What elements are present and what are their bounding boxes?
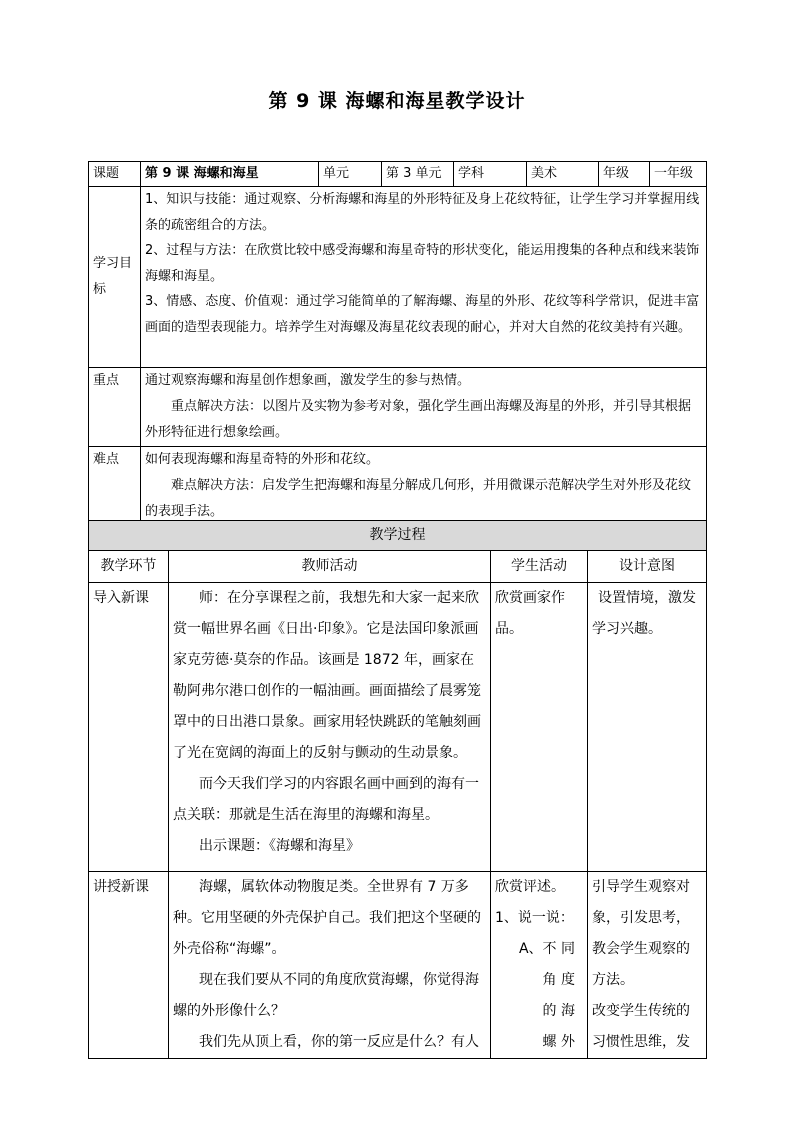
difficulty-content bbox=[141, 447, 707, 526]
student-activity-intro: 欣赏画家作品。 bbox=[491, 583, 588, 872]
page-title: 第 9 课 海螺和海星教学设计 bbox=[268, 90, 526, 112]
info-row bbox=[89, 162, 707, 187]
process-band bbox=[89, 521, 707, 551]
student-line: 的 海 bbox=[542, 1003, 575, 1019]
unit-value: 第 3 单元 bbox=[382, 162, 454, 187]
unit-label: 单元 bbox=[319, 162, 382, 187]
stage-new-lesson: 讲授新课 bbox=[89, 872, 169, 1059]
student-line: A、不 同 bbox=[518, 941, 575, 957]
teacher-paragraph: 海螺，属软体动物腹足类。全世界有 7 万多种。它用坚硬的外壳保护自己。我们把这个坚硬的外壳俗称“海螺”。 bbox=[173, 879, 481, 957]
goal-knowledge: 1、知识与技能：通过观察、分析海螺和海星的外形特征及身上花纹特征，让学生学习并掌握用线条的疏密组合的方法。 bbox=[145, 192, 700, 233]
table-row bbox=[89, 583, 707, 872]
teacher-paragraph: 出示课题：《海螺和海星》 bbox=[199, 838, 360, 854]
subject-label: 学科 bbox=[454, 162, 527, 187]
design-intent-intro: 设置情境，激发学习兴趣。 bbox=[588, 583, 707, 872]
subject-value: 美术 bbox=[527, 162, 599, 187]
grade-value: 一年级 bbox=[650, 162, 707, 187]
teaching-process-table bbox=[88, 520, 707, 1059]
difficulty-label: 难点 bbox=[89, 447, 141, 526]
teacher-paragraph: 师：在分享课程之前，我想先和大家一起来欣赏一幅世界名画《日出·印象》。它是法国印象派画家克劳德·莫奈的作品。该画是 1872 年，画家在勒阿弗尔港口创作的一幅油画。画面描绘了晨雾笼罩中的日出港口景象。画家用轻快跳跃的笔触刻画了光在宽阔的海面上的反射与颤动的生动景象。 bbox=[173, 590, 481, 761]
stage-intro: 导入新课 bbox=[89, 583, 169, 872]
lesson-info-table bbox=[88, 161, 707, 526]
topic-label: 课题 bbox=[89, 162, 141, 187]
header-teacher: 教师活动 bbox=[169, 551, 491, 583]
difficulty-row bbox=[89, 447, 707, 526]
process-band-title: 教学过程 bbox=[89, 521, 707, 551]
goals-label: 学习目标 bbox=[89, 187, 141, 368]
goal-attitude: 3、情感、态度、价值观：通过学习能简单的了解海螺、海星的外形、花纹等科学常识，促进丰富画面的造型表现能力。培养学生对海螺及海星花纹表现的耐心，并对大自然的花纹美持有兴趣。 bbox=[145, 294, 700, 335]
key-point-content bbox=[141, 368, 707, 447]
difficulty-method: 难点解决方法：启发学生把海螺和海星分解成几何形，并用微课示范解决学生对外形及花纹的表现手法。 bbox=[145, 478, 692, 519]
goals-row bbox=[89, 187, 707, 368]
grade-label: 年级 bbox=[599, 162, 650, 187]
teacher-paragraph: 现在我们要从不同的角度欣赏海螺，你觉得海螺的外形像什么？ bbox=[173, 972, 479, 1019]
design-intent-new bbox=[588, 872, 707, 1059]
process-header-row bbox=[89, 551, 707, 583]
teacher-paragraph: 我们先从顶上看，你的第一反应是什么？有人 bbox=[199, 1034, 479, 1050]
goals-content bbox=[141, 187, 707, 368]
topic-value: 第 9 课 海螺和海星 bbox=[141, 162, 319, 187]
header-intent: 设计意图 bbox=[588, 551, 707, 583]
goal-process: 2、过程与方法：在欣赏比较中感受海螺和海星奇特的形状变化，能运用搜集的各种点和线来装饰海螺和海星。 bbox=[145, 243, 700, 284]
header-student: 学生活动 bbox=[491, 551, 588, 583]
intent-line: 改变学生传统的习惯性思维，发 bbox=[592, 1003, 690, 1050]
student-line: 1、说一说： bbox=[495, 910, 574, 926]
key-point-label: 重点 bbox=[89, 368, 141, 447]
key-point-method: 重点解决方法：以图片及实物为参考对象，强化学生画出海螺及海星的外形，并引导其根据外形特征进行想象绘画。 bbox=[145, 399, 692, 440]
header-stage: 教学环节 bbox=[89, 551, 169, 583]
teacher-activity-intro bbox=[169, 583, 491, 872]
student-line: 螺 外 bbox=[542, 1034, 575, 1050]
student-activity-new bbox=[491, 872, 588, 1059]
difficulty-text: 如何表现海螺和海星奇特的外形和花纹。 bbox=[145, 452, 380, 467]
student-line: 角 度 bbox=[542, 972, 575, 988]
intent-line: 引导学生观察对象，引发思考，教会学生观察的方法。 bbox=[592, 879, 690, 988]
student-line: 欣赏评述。 bbox=[495, 879, 565, 895]
table-row bbox=[89, 872, 707, 1059]
key-point-row bbox=[89, 368, 707, 447]
teacher-paragraph: 而今天我们学习的内容跟名画中画到的海有一点关联：那就是生活在海里的海螺和海星。 bbox=[173, 776, 479, 823]
teacher-activity-new bbox=[169, 872, 491, 1059]
key-point-text: 通过观察海螺和海星创作想象画，激发学生的参与热情。 bbox=[145, 373, 471, 388]
